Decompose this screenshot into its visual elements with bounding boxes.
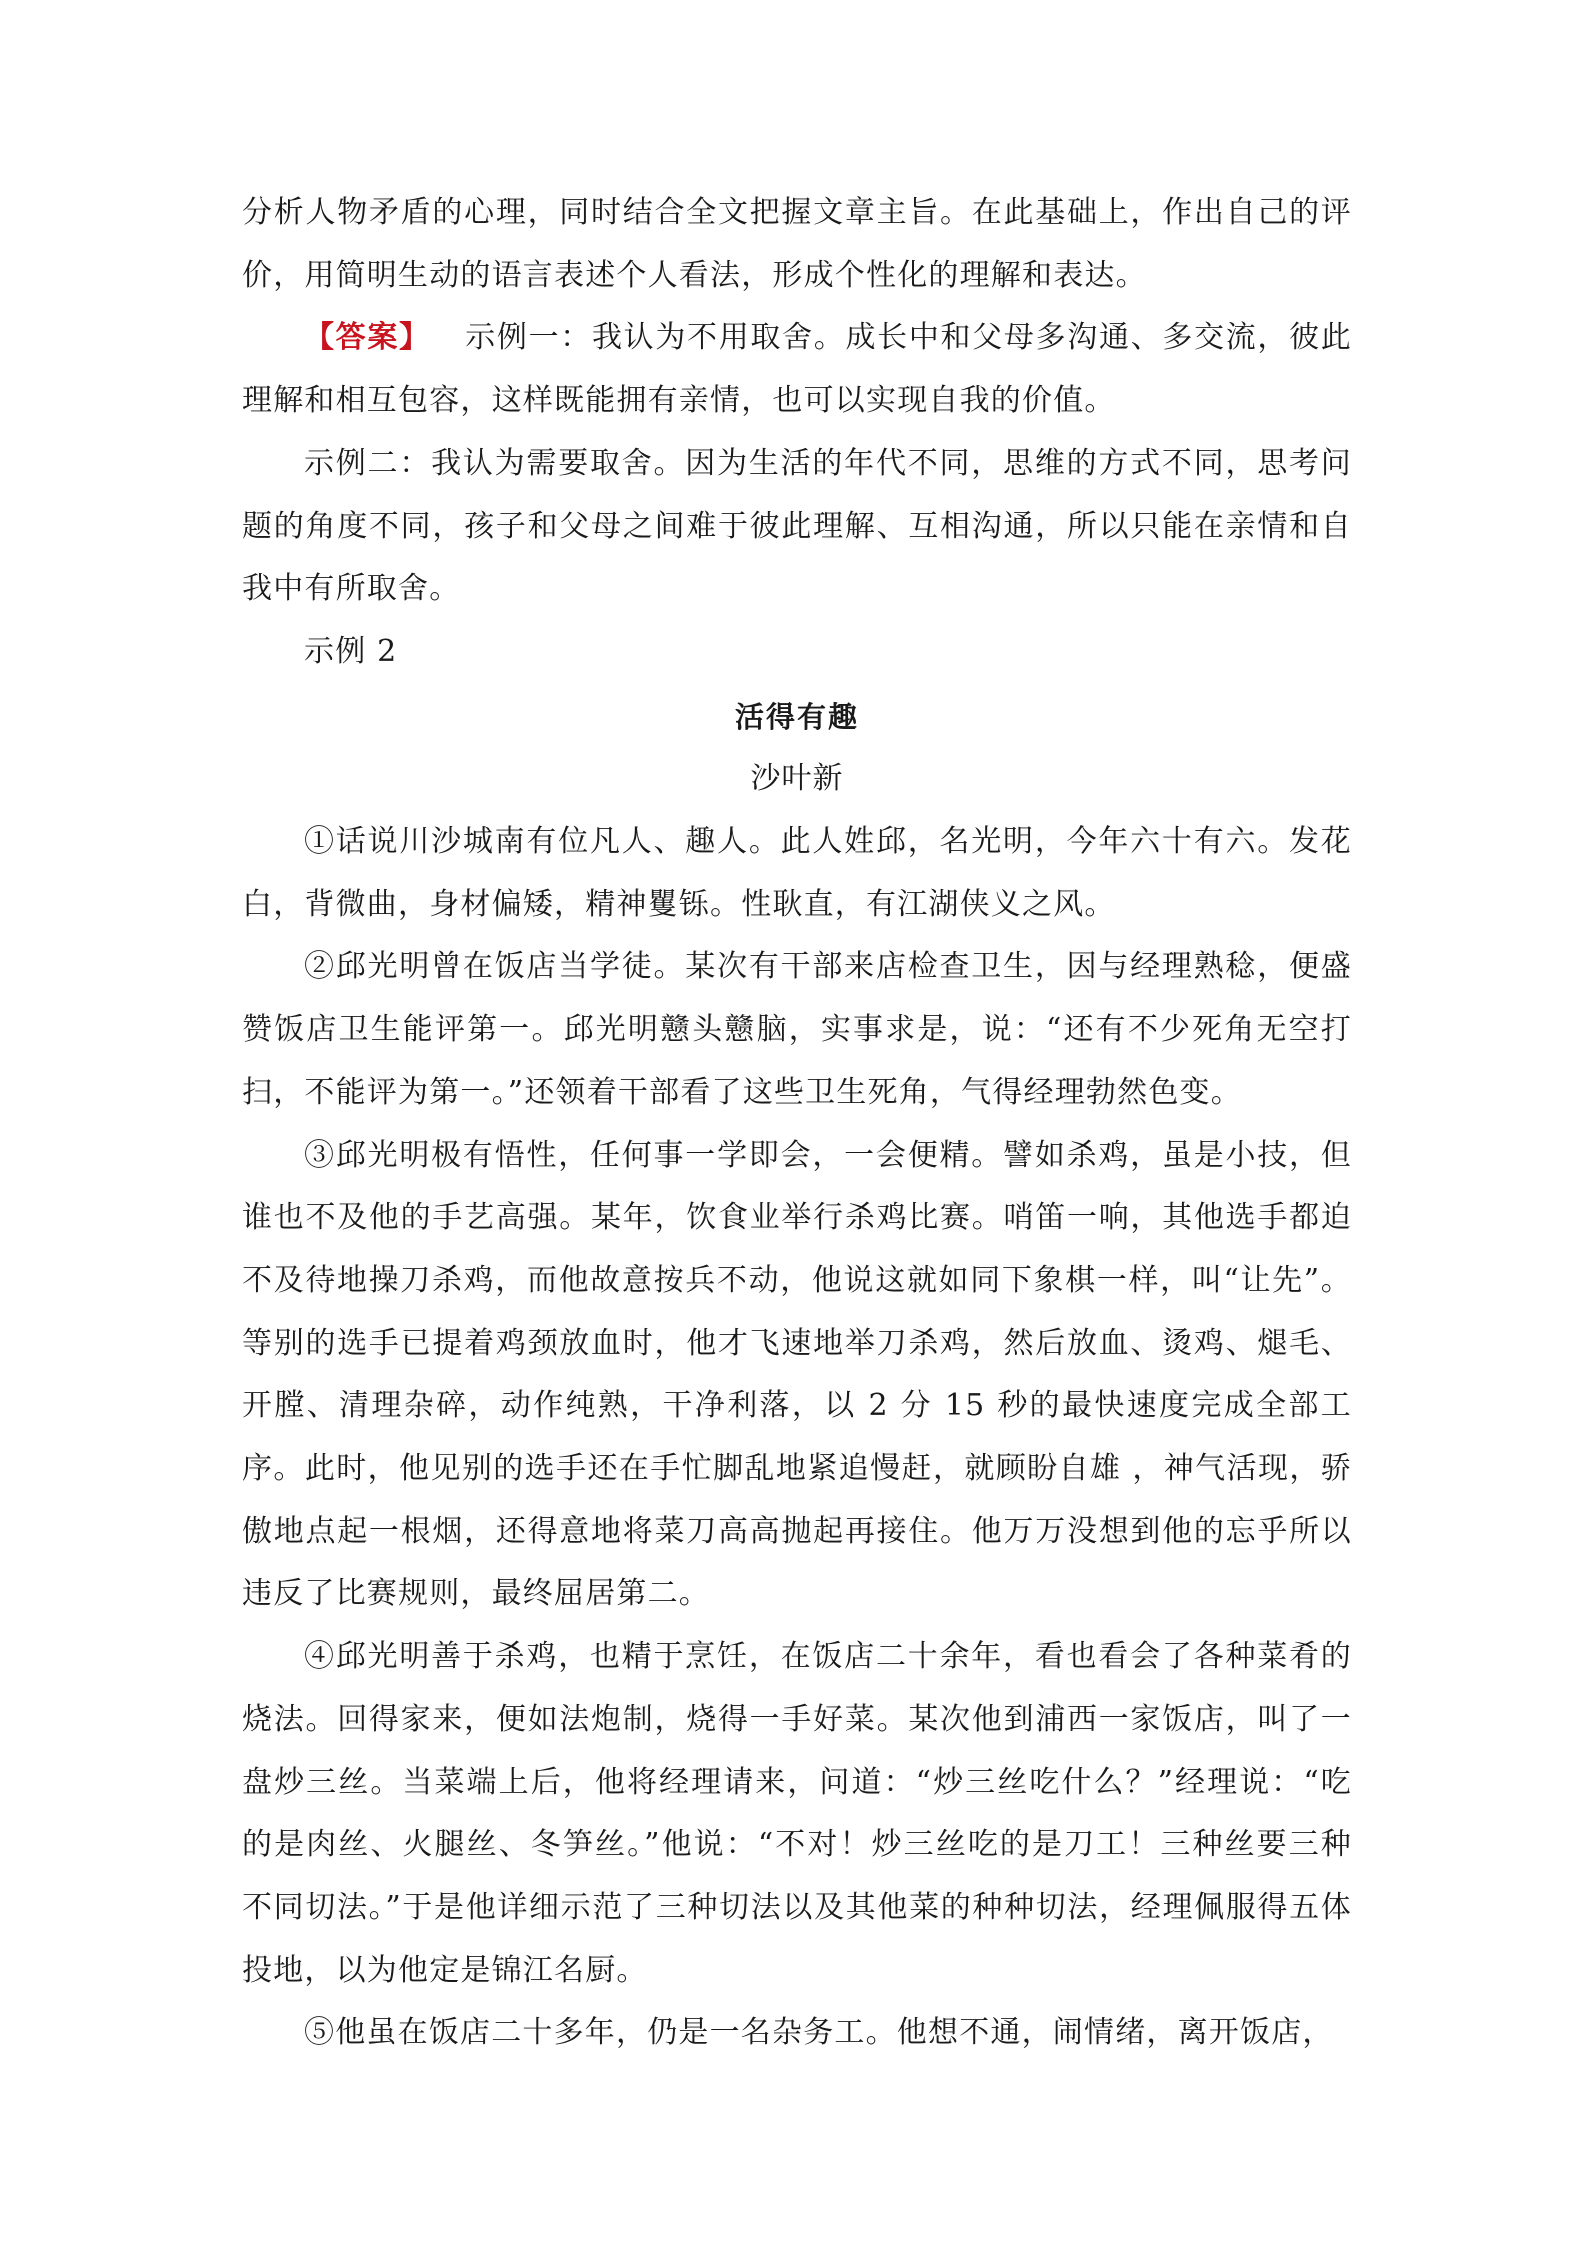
analysis-continuation: 分析人物矛盾的心理，同时结合全文把握文章主旨。在此基础上，作出自己的评价，用简明生动的语言表述个人看法，形成个性化的理解和表达。: [242, 195, 1352, 293]
answer-example-two: 示例二：我认为需要取舍。因为生活的年代不同，思维的方式不同，思考问题的角度不同，孩子和父母之间难于彼此理解、互相沟通，所以只能在亲情和自我中有所取舍。: [242, 445, 1352, 607]
article-paragraph-3: ③邱光明极有悟性，任何事一学即会，一会便精。譬如杀鸡，虽是小技，但谁也不及他的手艺高强。某年，饮食业举行杀鸡比赛。哨笛一响，其他选手都迫不及待地操刀杀鸡，而他故意按兵不动，他说这就如同下象棋一样，叫“让先”。等别的选手已提着鸡颈放血时，他才飞速地举刀杀鸡，然后放血、烫鸡、煺毛、开膛、清理杂碎，动作纯熟，干净利落，以 2 分 15 秒的最快速度完成全部工序。此时，他见别的选手还在手忙脚乱地紧追慢赶，就顾盼自雄 ，神气活现，骄傲地点起一根烟，还得意地将菜刀高高抛起再接住。他万万没想到他的忘乎所以违反了比赛规则，最终屈居第二。: [242, 1137, 1352, 1612]
answer-label: 【答案】: [304, 320, 431, 356]
article-paragraph-2: ②邱光明曾在饭店当学徒。某次有干部来店检查卫生，因与经理熟稔，便盛赞饭店卫生能评第一。邱光明戆头戆脑，实事求是，说：“还有不少死角无空打扫，不能评为第一。”还领着干部看了这些卫生死角，气得经理勃然色变。: [242, 949, 1352, 1110]
article-paragraph-5: ⑤他虽在饭店二十多年，仍是一名杂务工。他想不通，闹情绪，离开饭店，: [304, 2015, 1334, 2051]
answer-example-one: 示例一：我认为不用取舍。成长中和父母多沟通、多交流，彼此理解和相互包容，这样既能拥有亲情，也可以实现自我的价值。: [242, 320, 1352, 419]
answer-example-one-paragraph: [242, 307, 1352, 432]
section-label: 示例 2: [304, 633, 398, 669]
article-title: 活得有趣: [734, 699, 859, 734]
document-body: [242, 182, 1352, 2065]
article-paragraph-1: ①话说川沙城南有位凡人、趣人。此人姓邱，名光明，今年六十有六。发花白，背微曲，身材偏矮，精神矍铄。性耿直，有江湖侠义之风。: [242, 824, 1352, 922]
article-paragraph-4: ④邱光明善于杀鸡，也精于烹饪，在饭店二十余年，看也看会了各种菜肴的烧法。回得家来，便如法炮制，烧得一手好菜。某次他到浦西一家饭店，叫了一盘炒三丝。当菜端上后，他将经理请来，问道：“炒三丝吃什么？”经理说：“吃的是肉丝、火腿丝、冬笋丝。”他说：“不对！炒三丝吃的是刀工！三种丝要三种不同切法。”于是他详细示范了三种切法以及其他菜的种种切法，经理佩服得五体投地，以为他定是锦江名厨。: [242, 1639, 1352, 1988]
article-author: 沙叶新: [750, 761, 844, 797]
